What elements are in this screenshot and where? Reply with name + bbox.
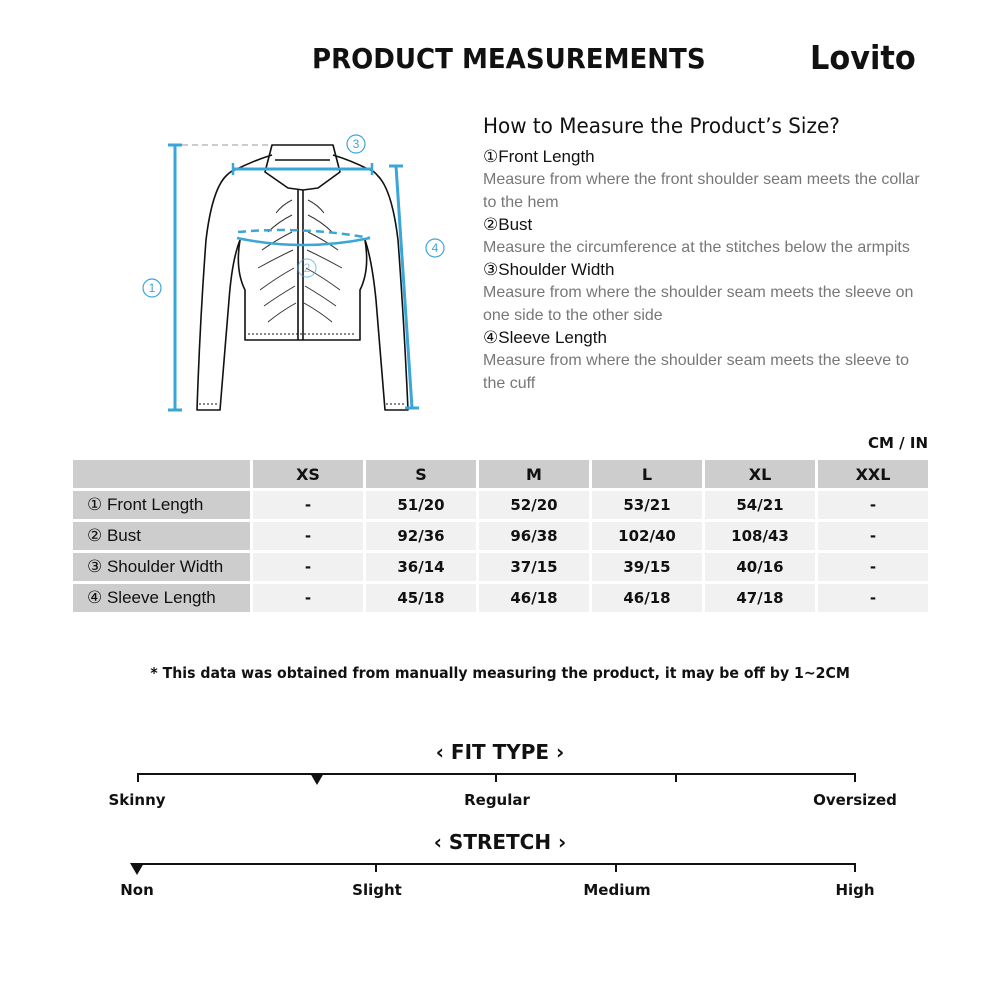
stretch-label-medium: Medium: [583, 881, 651, 899]
table-row: [73, 491, 928, 519]
fit-marker-icon: [310, 773, 324, 785]
table-cell: 108/43: [705, 522, 815, 550]
row-label: ① Front Length: [73, 491, 250, 519]
stretch-label-slight: Slight: [352, 881, 402, 899]
fit-type-title: ‹ FIT TYPE ›: [435, 740, 565, 764]
unit-label: CM / IN: [868, 434, 928, 452]
column-header: L: [592, 460, 702, 488]
column-header: XL: [705, 460, 815, 488]
stretch-title: ‹ STRETCH ›: [433, 830, 567, 854]
table-cell: 92/36: [366, 522, 476, 550]
scale-tick: [854, 773, 856, 782]
table-row: [73, 522, 928, 550]
table-cell: 39/15: [592, 553, 702, 581]
table-cell: 37/15: [479, 553, 589, 581]
table-cell: 47/18: [705, 584, 815, 612]
size-table: [70, 457, 931, 615]
scale-tick: [854, 863, 856, 872]
measure-description: Measure from where the shoulder seam meets the sleeve to the cuff: [483, 352, 909, 392]
measure-item-sleeve-length: [483, 327, 923, 395]
measure-item-bust: [483, 214, 923, 259]
fit-label-regular: Regular: [464, 791, 530, 809]
fit-label-oversized: Oversized: [813, 791, 897, 809]
scale-tick: [137, 773, 139, 782]
table-cell: 40/16: [705, 553, 815, 581]
header-blank-cell: [73, 460, 250, 488]
table-cell: 52/20: [479, 491, 589, 519]
table-cell: -: [818, 584, 928, 612]
table-cell: -: [818, 522, 928, 550]
table-cell: 51/20: [366, 491, 476, 519]
scale-tick: [375, 863, 377, 872]
how-to-measure-heading: How to Measure the Product’s Size?: [483, 114, 840, 138]
table-cell: 102/40: [592, 522, 702, 550]
brand-logo: Lovito: [810, 38, 916, 77]
table-cell: -: [253, 553, 363, 581]
table-cell: -: [818, 491, 928, 519]
row-label: ③ Shoulder Width: [73, 553, 250, 581]
disclaimer-text: * This data was obtained from manually measuring the product, it may be off by 1~2CM: [150, 664, 850, 682]
column-header: M: [479, 460, 589, 488]
diagram-label-2: 2: [303, 261, 311, 275]
fit-label-skinny: Skinny: [108, 791, 166, 809]
row-label: ② Bust: [73, 522, 250, 550]
column-header: XXL: [818, 460, 928, 488]
scale-tick: [615, 863, 617, 872]
measurement-disclaimer: [0, 664, 1000, 682]
diagram-label-1: 1: [148, 281, 156, 295]
stretch-marker-icon: [130, 863, 144, 875]
table-cell: 45/18: [366, 584, 476, 612]
table-cell: -: [818, 553, 928, 581]
measure-title: ①Front Length: [483, 147, 595, 166]
measure-title: ③Shoulder Width: [483, 260, 615, 279]
column-header: XS: [253, 460, 363, 488]
stretch-label-high: High: [835, 881, 875, 899]
table-cell: 46/18: [592, 584, 702, 612]
how-to-measure-section: [483, 114, 923, 395]
measure-description: Measure the circumference at the stitches below the armpits: [483, 239, 910, 256]
stretch-label-non: Non: [120, 881, 154, 899]
table-row: [73, 584, 928, 612]
scale-line: [137, 863, 856, 865]
fit-type-scale: [137, 773, 856, 785]
diagram-label-4: 4: [431, 241, 439, 255]
table-cell: 53/21: [592, 491, 702, 519]
measure-description: Measure from where the front shoulder seam meets the collar to the hem: [483, 171, 920, 211]
table-cell: -: [253, 491, 363, 519]
table-cell: 36/14: [366, 553, 476, 581]
garment-measurement-diagram: [130, 120, 460, 420]
scale-tick: [675, 773, 677, 782]
diagram-label-3: 3: [352, 137, 360, 151]
page-title: PRODUCT MEASUREMENTS: [312, 42, 706, 75]
scale-tick: [495, 773, 497, 782]
column-header: S: [366, 460, 476, 488]
table-cell: 46/18: [479, 584, 589, 612]
table-cell: 96/38: [479, 522, 589, 550]
table-header-row: [73, 460, 928, 488]
table-cell: -: [253, 584, 363, 612]
measure-title: ②Bust: [483, 215, 533, 234]
measure-description: Measure from where the shoulder seam meets the sleeve on one side to the other side: [483, 284, 914, 324]
measure-title: ④Sleeve Length: [483, 328, 607, 347]
measure-item-shoulder-width: [483, 259, 923, 327]
stretch-scale: [137, 863, 856, 875]
table-cell: 54/21: [705, 491, 815, 519]
table-cell: -: [253, 522, 363, 550]
measure-item-front-length: [483, 146, 923, 214]
row-label: ④ Sleeve Length: [73, 584, 250, 612]
table-row: [73, 553, 928, 581]
